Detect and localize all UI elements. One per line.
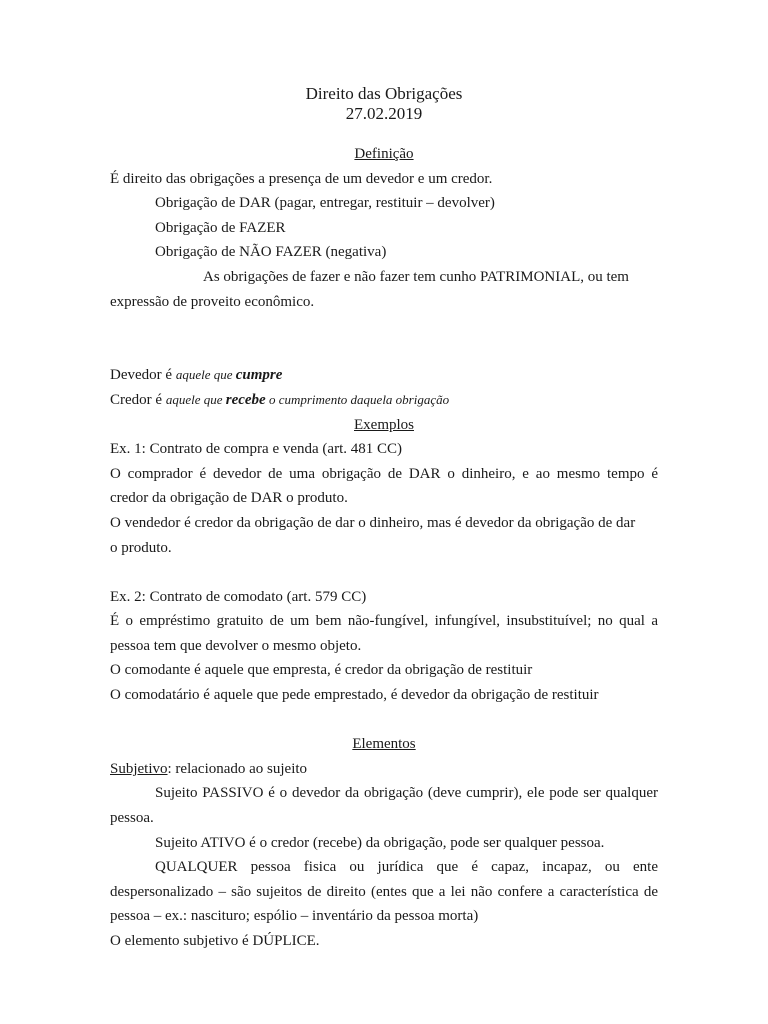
ex1-p2-line2: o produto. xyxy=(110,539,172,556)
definicao-note-line2: expressão de proveito econômico. xyxy=(110,293,315,310)
credor-prefix: Credor é xyxy=(110,391,166,408)
section-heading-elementos xyxy=(110,732,658,757)
subjetivo-rest: : relacionado ao sujeito xyxy=(167,760,308,777)
definicao-note-line1: As obrigações de fazer e não fazer tem cunho PATRIMONIAL, ou tem xyxy=(203,268,629,285)
ex2-p1-line2: pessoa tem que devolver o mesmo objeto. xyxy=(110,637,362,654)
ex2-title: Ex. 2: Contrato de comodato (art. 579 CC) xyxy=(110,588,367,605)
passivo-line1: Sujeito PASSIVO é o devedor da obrigação (deve cumprir), ele pode ser qualquer xyxy=(155,785,658,802)
conclusion-line: O elemento subjetivo é DÚPLICE. xyxy=(110,933,320,949)
blank-line xyxy=(110,314,658,339)
ex1-p1-line1: O comprador é devedor de uma obrigação de DAR o dinheiro, e ao mesmo tempo é xyxy=(110,465,658,482)
devedor-bold: cumpre xyxy=(235,367,283,384)
document-page xyxy=(110,84,658,954)
definicao-item-fazer: Obrigação de FAZER xyxy=(155,219,286,236)
spacer xyxy=(110,124,658,142)
blank-line xyxy=(110,708,658,733)
heading-text: Elementos xyxy=(352,736,416,753)
definicao-intro: É direito das obrigações a presença de um devedor e um credor. xyxy=(110,170,493,187)
subjetivo-label: Subjetivo xyxy=(110,760,168,777)
credor-italic-2: o cumprimento daquela obrigação xyxy=(265,391,450,407)
ativo-line: Sujeito ATIVO é o credor (recebe) da obrigação, pode ser qualquer pessoa. xyxy=(155,834,605,851)
blank-line xyxy=(110,560,658,585)
qualquer-line1: QUALQUER pessoa fisica ou jurídica que é capaz, incapaz, ou ente xyxy=(155,859,658,876)
ex1-p2-line1: O vendedor é credor da obrigação de dar o dinheiro, mas é devedor da obrigação de dar xyxy=(110,514,636,531)
document-title: Direito das Obrigações xyxy=(305,84,463,103)
ex2-p1-line1: É o empréstimo gratuito de um bem não-fungível, infungível, insubstituível; no qual a xyxy=(110,613,658,630)
credor-line xyxy=(110,388,658,413)
section-heading-exemplos xyxy=(110,413,658,438)
devedor-italic: aquele que xyxy=(175,367,236,383)
ex1-title: Ex. 1: Contrato de compra e venda (art. 481 CC) xyxy=(110,441,403,458)
passivo-line2: pessoa. xyxy=(110,810,154,827)
definicao-item-nao-fazer: Obrigação de NÃO FAZER (negativa) xyxy=(155,244,387,261)
heading-text: Exemplos xyxy=(354,416,414,433)
blank-line xyxy=(110,339,658,364)
credor-bold: recebe xyxy=(225,391,266,408)
devedor-line xyxy=(110,363,658,388)
definicao-item-dar: Obrigação de DAR (pagar, entregar, restituir – devolver) xyxy=(155,195,495,212)
ex1-p1-line2: credor da obrigação de DAR o produto. xyxy=(110,490,348,507)
ex2-p3: O comodatário é aquele que pede emprestado, é devedor da obrigação de restituir xyxy=(110,687,599,704)
credor-italic-1: aquele que xyxy=(165,391,226,407)
heading-text: Definição xyxy=(354,146,414,162)
ex2-p2: O comodante é aquele que empresta, é credor da obrigação de restituir xyxy=(110,662,533,679)
subjetivo-line xyxy=(110,757,658,782)
section-heading-definicao xyxy=(110,142,658,167)
qualquer-line2: despersonalizado – são sujeitos de direito (entes que a lei não confere a característica de xyxy=(110,883,658,900)
devedor-prefix: Devedor é xyxy=(110,367,176,384)
qualquer-line3: pessoa – ex.: nascituro; espólio – inventário da pessoa morta) xyxy=(110,908,479,925)
document-date: 27.02.2019 xyxy=(345,104,423,123)
